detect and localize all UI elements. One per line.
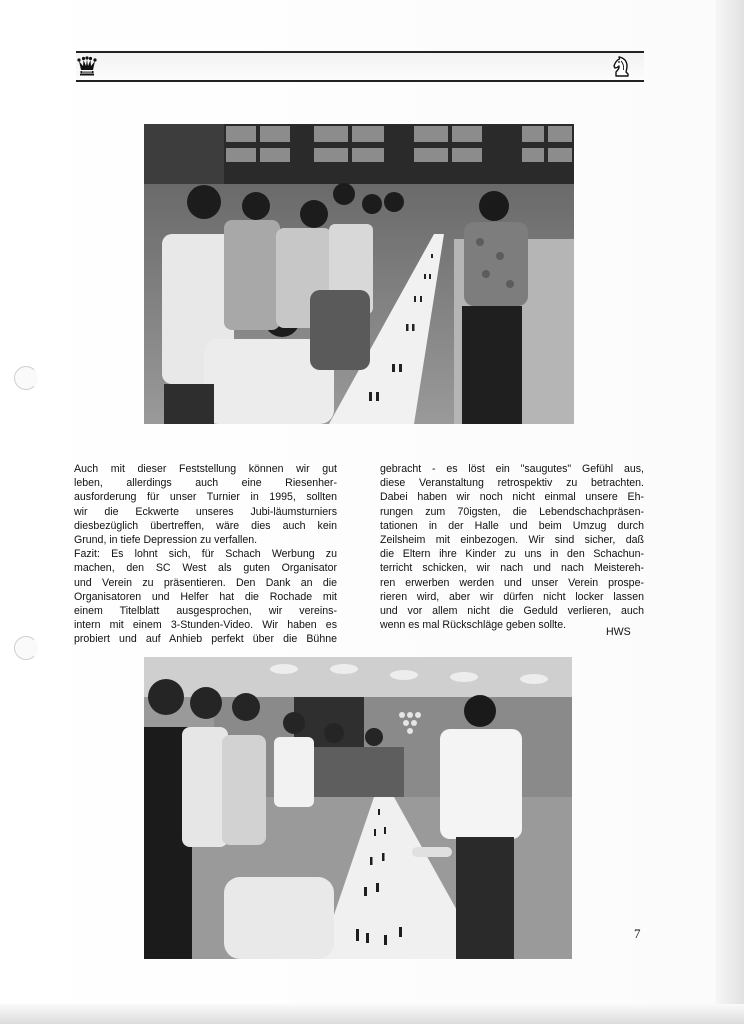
photo-bottom-illustration — [144, 657, 572, 959]
article-line: die Eltern ihre Kinder zu uns in den Schachun- — [380, 548, 644, 561]
photo-simultaneous-top — [144, 124, 574, 424]
article-line: einem Titelblatt ausgesprochen, wir vereins- — [74, 605, 337, 618]
header-band — [76, 53, 644, 80]
article-line: und vor allem nicht die Geduld verlieren, auch — [380, 605, 644, 618]
article-line: Auch mit dieser Feststellung können wir gut — [74, 463, 337, 475]
article-line: Grund, in tiefe Depression zu verfallen. — [74, 534, 258, 547]
article-line: rungen zum 70igsten, die Lebendschachpräsen- — [380, 505, 644, 518]
article-line: Dabei haben wir noch nicht einmal unsere Eh- — [380, 491, 644, 504]
article-line: probiert und auf Anhieb perfekt über die Bühne — [74, 633, 337, 646]
article-line: Organisatoren und Helfer hat die Rochade mit — [74, 590, 337, 603]
header-rule-top — [76, 51, 644, 53]
article-line: machen, den SC West als guten Organisator — [74, 562, 337, 575]
article-line: ausforderung für unser Turnier in 1995, sollten — [74, 491, 337, 504]
article-line: und Verein zu präsentieren. Den Dank an die — [74, 576, 337, 589]
header-rule-bottom — [76, 80, 644, 82]
chess-queen-crown-icon — [76, 56, 98, 76]
article-line: wenn es mal Rückschläge geben sollte. — [380, 619, 567, 632]
chess-knight-icon — [610, 55, 634, 79]
article-line: intern mit einem 3-Stunden-Video. Wir haben es — [74, 619, 337, 632]
page-edge-shadow — [716, 0, 744, 1024]
article-line: diese Veranstaltung retrospektiv zu betrachten. — [380, 477, 644, 490]
photo-simultaneous-bottom — [144, 657, 572, 959]
photo-top-illustration — [144, 124, 574, 424]
article-line: rieren wird, aber wir dürfen nicht locker lassen — [380, 590, 644, 603]
article-line: gebracht - es löst ein "saugutes" Gefühl aus, — [380, 463, 644, 475]
article-line: tationen in der Halle und beim Umzug durch — [380, 519, 644, 532]
article-line: leben, allerdings auch eine Riesenher- — [74, 477, 337, 490]
punch-hole-lower — [14, 636, 38, 660]
punch-hole-upper — [14, 366, 38, 390]
author-signature: HWS — [606, 626, 631, 638]
article-line: wir die Eckwerte unseres Jubi-läumsturniers — [74, 505, 337, 518]
article-line: diesbezüglich übertreffen, wäre dies auch kein — [74, 519, 337, 532]
article-line: Zeilsheim mit einbezogen. Wir sind sicher, daß — [380, 534, 644, 547]
article-line: terricht schicken, wir nach und nach Meistereh- — [380, 562, 644, 575]
page-bottom-shadow — [0, 1004, 744, 1024]
article-column-left — [74, 462, 337, 647]
article-line: ren erwerben werden und unser Verein prospe- — [380, 576, 644, 589]
page-number: 7 — [634, 926, 641, 941]
article-column-right — [380, 462, 644, 632]
article-line: Fazit: Es lohnt sich, für Schach Werbung zu — [74, 548, 337, 561]
